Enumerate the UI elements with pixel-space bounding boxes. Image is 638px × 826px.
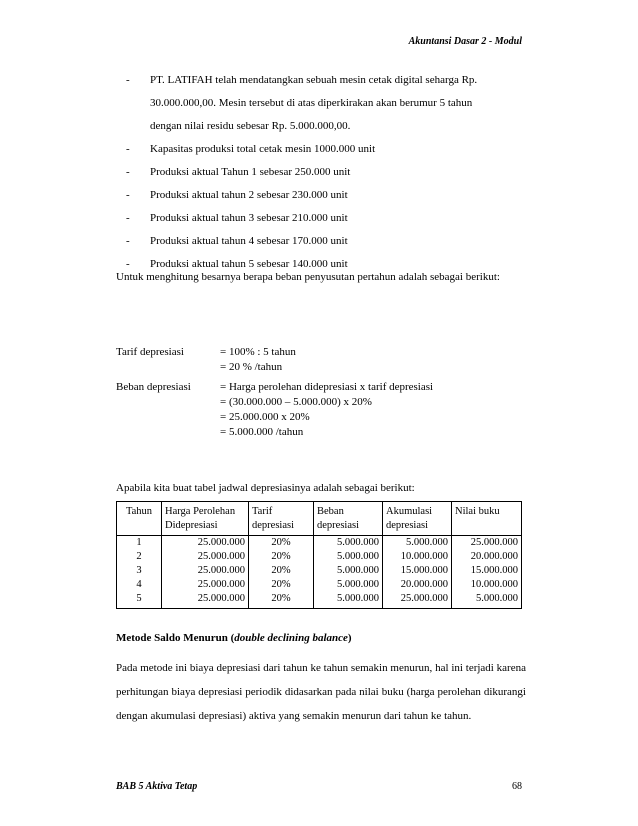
cell-akumulasi: 20.000.000 <box>383 578 452 592</box>
bullet-text: Produksi aktual Tahun 1 sebesar 250.000 unit <box>150 166 351 178</box>
bullet-dash: - <box>126 143 130 155</box>
section-heading <box>116 632 352 644</box>
cell-nilai-buku: 20.000.000 <box>452 550 522 564</box>
heading-close: ) <box>347 632 352 644</box>
bullet-text: Produksi aktual tahun 3 sebesar 210.000 unit <box>150 212 348 224</box>
table-row <box>117 536 522 551</box>
table-intro: Apabila kita buat tabel jadwal depresiasinya adalah sebagai berikut: <box>116 482 415 494</box>
page-number: 68 <box>512 781 522 792</box>
cell-tarif: 20% <box>249 578 314 592</box>
bullet-dash: - <box>126 235 130 247</box>
cell-harga: 25.000.000 <box>162 550 249 564</box>
bullet-dash: - <box>126 166 130 178</box>
calc-line: = Harga perolehan didepresiasi x tarif depresiasi <box>220 381 434 393</box>
table-row <box>117 578 522 592</box>
cell-harga: 25.000.000 <box>162 536 249 551</box>
bullet-dash: - <box>126 258 130 270</box>
cell-tahun: 2 <box>117 550 162 564</box>
bullet-dash: - <box>126 74 130 86</box>
col-header-tarif: Tarif depresiasi <box>249 502 314 536</box>
calc-line: = (30.000.000 – 5.000.000) x 20% <box>220 396 372 408</box>
cell-beban: 5.000.000 <box>314 564 383 578</box>
beban-values <box>220 380 433 440</box>
bullet-text: Produksi aktual tahun 4 sebesar 170.000 unit <box>150 235 348 247</box>
cell-nilai-buku: 5.000.000 <box>452 592 522 609</box>
bullet-text <box>150 69 526 138</box>
bullet-text: Kapasitas produksi total cetak mesin 1000.000 unit <box>150 143 376 155</box>
table-row <box>117 564 522 578</box>
section-paragraph: Pada metode ini biaya depresiasi dari tahun ke tahun semakin menurun, hal ini terjadi karena perhitungan biaya depresiasi periodik didasarkan pada nilai buku (harga perolehan dikurangi dengan akumulasi depresiasi) aktiva yang semakin menurun dari tahun ke tahun. <box>116 662 526 722</box>
col-header-harga: Harga Perolehan Didepresiasi <box>162 502 249 536</box>
cell-tahun: 4 <box>117 578 162 592</box>
cell-tahun: 1 <box>117 536 162 551</box>
cell-beban: 5.000.000 <box>314 536 383 551</box>
bullet-line: PT. LATIFAH telah mendatangkan sebuah mesin cetak digital seharga Rp. <box>150 74 478 86</box>
heading-text: Metode Saldo Menurun ( <box>116 632 235 644</box>
list-item <box>116 138 526 161</box>
table-row <box>117 550 522 564</box>
cell-akumulasi: 5.000.000 <box>383 536 452 551</box>
cell-tahun: 5 <box>117 592 162 609</box>
calc-line: = 100% : 5 tahun <box>220 346 296 358</box>
tarif-label: Tarif depresiasi <box>116 346 184 358</box>
running-header: Akuntansi Dasar 2 - Modul <box>408 36 522 47</box>
cell-nilai-buku: 10.000.000 <box>452 578 522 592</box>
beban-calculation <box>116 380 433 440</box>
bullet-dash: - <box>126 212 130 224</box>
list-item <box>116 184 526 207</box>
bullet-text: Produksi aktual tahun 5 sebesar 140.000 unit <box>150 258 348 270</box>
cell-harga: 25.000.000 <box>162 578 249 592</box>
col-header-nilai-buku: Nilai buku <box>452 502 522 536</box>
cell-harga: 25.000.000 <box>162 592 249 609</box>
calc-line: = 25.000.000 x 20% <box>220 411 310 423</box>
cell-beban: 5.000.000 <box>314 550 383 564</box>
depreciation-table <box>116 501 522 609</box>
cell-tarif: 20% <box>249 550 314 564</box>
cell-tahun: 3 <box>117 564 162 578</box>
calc-line: = 20 % /tahun <box>220 361 283 373</box>
bullet-list <box>116 69 526 276</box>
list-item <box>116 207 526 230</box>
tarif-values <box>220 345 296 375</box>
tarif-calculation <box>116 345 296 375</box>
table-row <box>117 592 522 609</box>
heading-italic-text: double declining balance <box>234 632 348 644</box>
cell-nilai-buku: 25.000.000 <box>452 536 522 551</box>
calc-line: = 5.000.000 /tahun <box>220 426 304 438</box>
cell-tarif: 20% <box>249 592 314 609</box>
cell-beban: 5.000.000 <box>314 578 383 592</box>
bullet-text: Produksi aktual tahun 2 sebesar 230.000 unit <box>150 189 348 201</box>
cell-beban: 5.000.000 <box>314 592 383 609</box>
col-header-akumulasi: Akumulasi depresiasi <box>383 502 452 536</box>
bullet-line: dengan nilai residu sebesar Rp. 5.000.000,00. <box>150 120 351 132</box>
cell-harga: 25.000.000 <box>162 564 249 578</box>
beban-label: Beban depresiasi <box>116 381 191 393</box>
list-item <box>116 230 526 253</box>
list-item <box>116 161 526 184</box>
col-header-beban: Beban depresiasi <box>314 502 383 536</box>
footer-chapter: BAB 5 Aktiva Tetap <box>116 781 198 792</box>
cell-akumulasi: 10.000.000 <box>383 550 452 564</box>
intro-paragraph: Untuk menghitung besarnya berapa beban penyusutan pertahun adalah sebagai berikut: <box>116 271 500 283</box>
cell-akumulasi: 15.000.000 <box>383 564 452 578</box>
table-header-row <box>117 502 522 536</box>
bullet-line: 30.000.000,00. Mesin tersebut di atas diperkirakan akan berumur 5 tahun <box>150 97 473 109</box>
cell-akumulasi: 25.000.000 <box>383 592 452 609</box>
cell-nilai-buku: 15.000.000 <box>452 564 522 578</box>
col-header-tahun: Tahun <box>117 502 162 536</box>
cell-tarif: 20% <box>249 564 314 578</box>
bullet-dash: - <box>126 189 130 201</box>
list-item <box>116 69 526 138</box>
cell-tarif: 20% <box>249 536 314 551</box>
